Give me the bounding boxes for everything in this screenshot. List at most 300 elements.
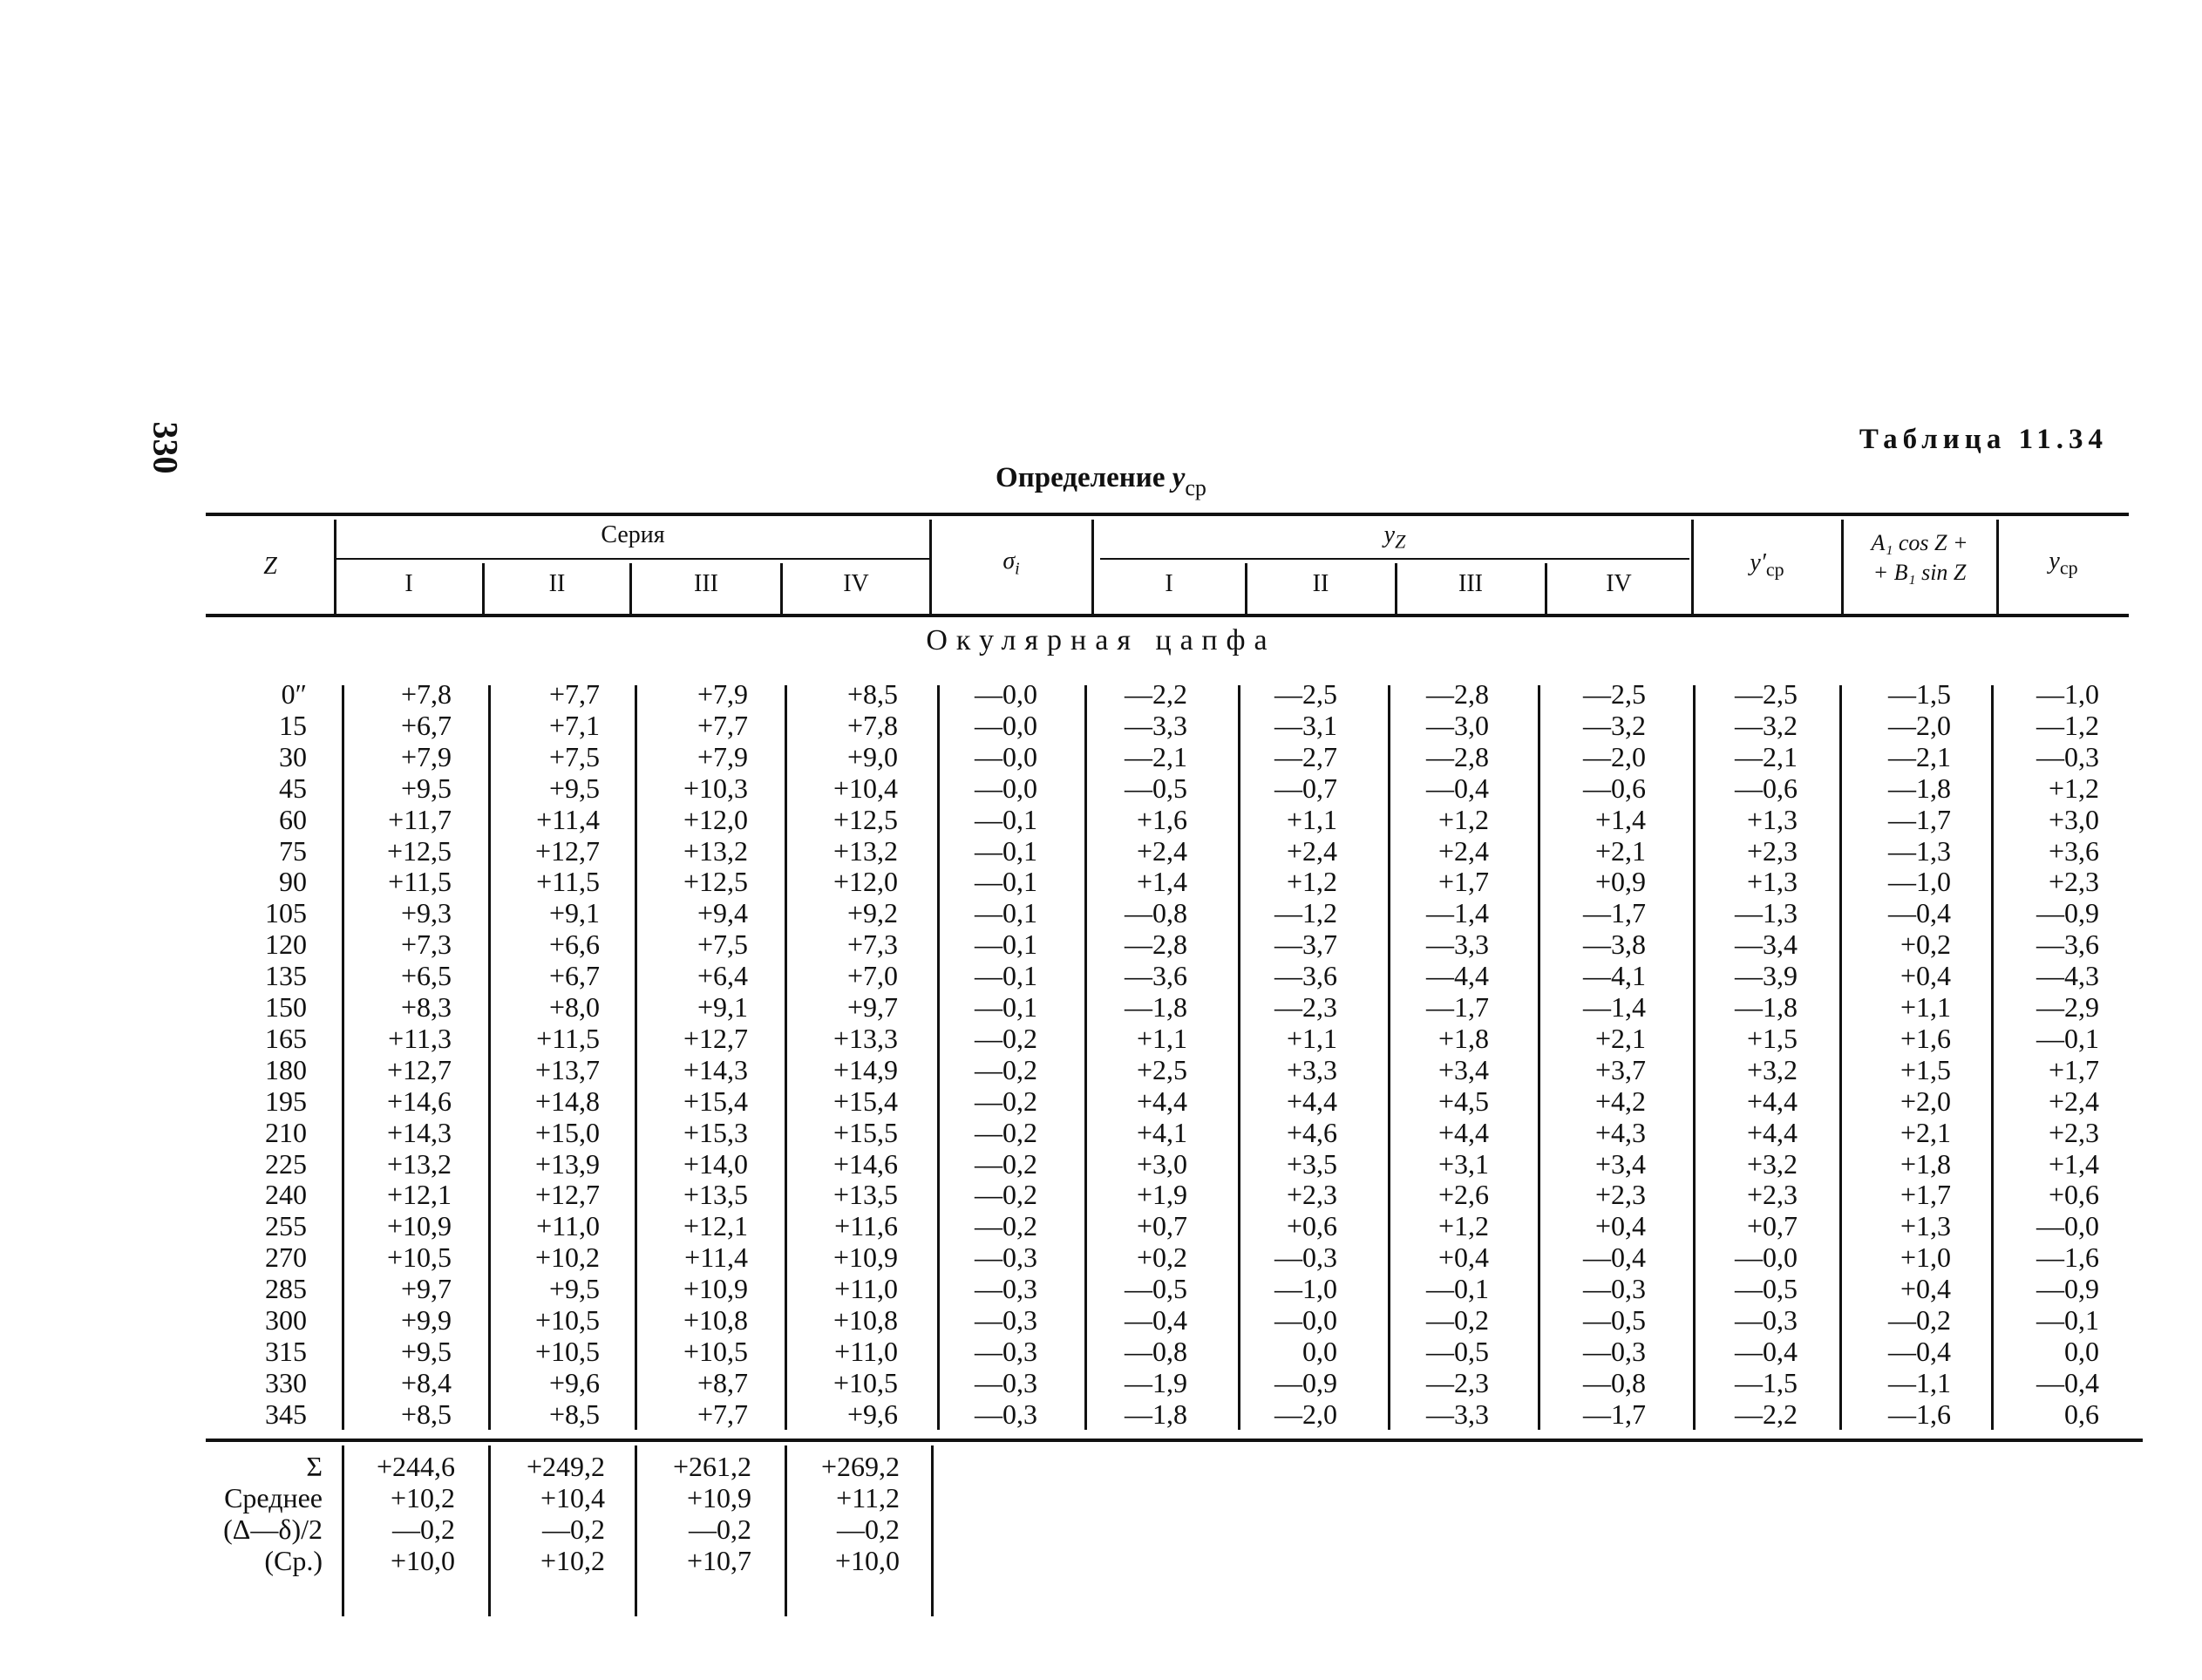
header-yz — [1100, 521, 1689, 554]
series-4-cell: +9,6 — [846, 1398, 898, 1430]
z-cell: 30 — [279, 740, 307, 772]
series-1-cell: +11,7 — [388, 803, 452, 835]
z-cell: 150 — [265, 991, 307, 1023]
series-1-cell: +12,5 — [386, 834, 452, 867]
yz-3-cell: +3,1 — [1437, 1147, 1489, 1180]
harmonic-cell: —2,0 — [1888, 709, 1951, 741]
yz-3-cell: —3,0 — [1426, 709, 1489, 741]
harmonic-cell: —1,5 — [1888, 678, 1951, 710]
harmonic-cell: —1,3 — [1888, 834, 1951, 867]
yz-4-cell: +3,7 — [1594, 1053, 1646, 1085]
yz-2-cell: —3,1 — [1274, 709, 1337, 741]
table-row — [0, 897, 2202, 928]
table-row — [0, 1117, 2202, 1148]
ycp-cell: —0,0 — [2036, 1210, 2099, 1242]
ycp-prime-cell: +1,5 — [1746, 1022, 1798, 1054]
yz-1-cell: —0,8 — [1125, 1335, 1187, 1367]
yz-2-cell: +1,1 — [1286, 1022, 1337, 1054]
harmonic-cell: +0,2 — [1900, 928, 1951, 961]
header-bottom-rule — [206, 614, 2129, 617]
column-divider — [1693, 685, 1696, 1430]
header-yz-4: IV — [1606, 570, 1632, 597]
yz-3-cell: +4,5 — [1437, 1085, 1489, 1117]
summary-column-divider — [342, 1445, 344, 1616]
z-cell: 120 — [265, 928, 307, 961]
summary-series-2-cell: —0,2 — [542, 1513, 605, 1545]
ycp-cell: —3,6 — [2036, 928, 2099, 961]
ycp-prime-cell: —0,6 — [1735, 772, 1798, 804]
ycp-cell: +3,0 — [2048, 803, 2099, 835]
series-3-cell: +10,3 — [683, 772, 748, 804]
harmonic-cell: +1,0 — [1900, 1241, 1951, 1274]
harmonic-cell: +1,3 — [1900, 1210, 1951, 1242]
yz-4-cell: +2,1 — [1594, 1022, 1646, 1054]
column-divider — [1388, 685, 1390, 1430]
series-4-cell: +7,8 — [846, 709, 898, 741]
yz-1-cell: —0,5 — [1125, 1273, 1187, 1305]
summary-series-1-cell: +244,6 — [376, 1451, 455, 1482]
yz-1-cell: +4,1 — [1136, 1116, 1187, 1148]
header-yz-3: III — [1458, 570, 1483, 597]
yz-2-cell: +3,3 — [1286, 1053, 1337, 1085]
series-3-cell: +7,9 — [697, 740, 748, 772]
series-3-cell: +9,4 — [697, 897, 748, 929]
series-3-cell: +9,1 — [697, 991, 748, 1023]
yz-2-cell: —2,5 — [1274, 678, 1337, 710]
yz-4-cell: —3,2 — [1583, 709, 1646, 741]
yz-2-cell: 0,0 — [1302, 1335, 1337, 1367]
yz-3-cell: +2,6 — [1437, 1179, 1489, 1211]
yz-2-cell: +2,4 — [1286, 834, 1337, 867]
ycp-cell: +1,4 — [2048, 1147, 2099, 1180]
table-row — [0, 1273, 2202, 1304]
column-divider — [937, 685, 940, 1430]
series-2-cell: +11,5 — [536, 866, 600, 898]
ycp-prime-cell: +1,3 — [1746, 866, 1798, 898]
series-2-cell: +7,7 — [548, 678, 600, 710]
series-2-cell: +13,7 — [534, 1053, 600, 1085]
z-cell: 195 — [265, 1085, 307, 1117]
yz-2-cell: +1,2 — [1286, 866, 1337, 898]
yz-3-cell: —2,3 — [1426, 1366, 1489, 1398]
table-row — [0, 1241, 2202, 1273]
z-cell: 345 — [265, 1398, 307, 1430]
table-row — [0, 1148, 2202, 1180]
series-1-cell: +9,3 — [400, 897, 452, 929]
series-3-cell: +13,2 — [683, 834, 748, 867]
ycp-cell: —1,2 — [2036, 709, 2099, 741]
header-z: Z — [263, 553, 277, 580]
series-3-cell: +7,5 — [697, 928, 748, 961]
sigma-cell: —0,2 — [975, 1147, 1037, 1180]
series-3-cell: +10,5 — [683, 1335, 748, 1367]
series-4-cell: +10,5 — [833, 1366, 898, 1398]
series-3-cell: +12,0 — [683, 803, 748, 835]
ycp-prime-cell: —1,8 — [1735, 991, 1798, 1023]
z-cell: 300 — [265, 1304, 307, 1336]
series-1-cell: +10,9 — [386, 1210, 452, 1242]
ycp-prime-cell: +2,3 — [1746, 834, 1798, 867]
series-1-cell: +13,2 — [386, 1147, 452, 1180]
yz-3-cell: —3,3 — [1426, 928, 1489, 961]
series-subheader-rule — [336, 558, 930, 560]
harmonic-cell: —1,1 — [1888, 1366, 1951, 1398]
table-title-symbol: y — [1172, 462, 1186, 493]
yz-1-cell: —1,8 — [1125, 991, 1187, 1023]
yz-1-cell: —3,6 — [1125, 960, 1187, 992]
yz-1-cell: —0,5 — [1125, 772, 1187, 804]
ycp-cell: —0,1 — [2036, 1022, 2099, 1054]
summary-series-4-cell: +269,2 — [820, 1451, 900, 1482]
harmonic-cell: —1,0 — [1888, 866, 1951, 898]
header-ycp-subscript: ср — [2059, 556, 2078, 579]
series-1-cell: +6,7 — [400, 709, 452, 741]
ycp-prime-cell: +4,4 — [1746, 1085, 1798, 1117]
ycp-cell: —0,1 — [2036, 1304, 2099, 1336]
series-4-cell: +7,3 — [846, 928, 898, 961]
z-cell: 270 — [265, 1241, 307, 1274]
ycp-prime-cell: —0,4 — [1735, 1335, 1798, 1367]
table-row — [0, 1023, 2202, 1054]
series-2-cell: +12,7 — [534, 834, 600, 867]
header-series-3: III — [694, 570, 718, 597]
summary-series-3-cell: +261,2 — [672, 1451, 751, 1482]
yz-1-cell: +1,1 — [1136, 1022, 1187, 1054]
sigma-cell: —0,3 — [975, 1335, 1037, 1367]
table-row — [0, 960, 2202, 991]
yz-2-cell: +4,6 — [1286, 1116, 1337, 1148]
column-divider — [1238, 685, 1240, 1430]
series-2-cell: +9,5 — [548, 1273, 600, 1305]
series-2-cell: +10,5 — [534, 1304, 600, 1336]
yz-1-cell: —2,8 — [1125, 928, 1187, 961]
yz-3-cell: —0,5 — [1426, 1335, 1489, 1367]
yz-2-cell: —3,6 — [1274, 960, 1337, 992]
series-1-cell: +12,7 — [386, 1053, 452, 1085]
header-sigma — [931, 548, 1091, 580]
ycp-prime-cell: —0,3 — [1735, 1304, 1798, 1336]
z-cell: 60 — [279, 803, 307, 835]
yz-2-cell: —0,0 — [1274, 1304, 1337, 1336]
yz-3-cell: +1,7 — [1437, 866, 1489, 898]
series-2-cell: +12,7 — [534, 1179, 600, 1211]
ycp-prime-cell: +0,7 — [1746, 1210, 1798, 1242]
yz-3-cell: —0,4 — [1426, 772, 1489, 804]
ycp-prime-cell: —0,0 — [1735, 1241, 1798, 1274]
header-ycp-prime-symbol: y′ — [1750, 549, 1766, 576]
column-divider — [1538, 685, 1540, 1430]
yz-4-cell: +0,9 — [1594, 866, 1646, 898]
table-title-subscript: ср — [1185, 475, 1206, 500]
series-1-cell: +12,1 — [386, 1179, 452, 1211]
header-yz-2: II — [1312, 570, 1329, 597]
yz-2-cell: —1,0 — [1274, 1273, 1337, 1305]
yz-4-cell: +4,2 — [1594, 1085, 1646, 1117]
series-4-cell: +10,9 — [833, 1241, 898, 1274]
series-4-cell: +11,0 — [834, 1273, 898, 1305]
header-harmonic-line2: + B₁ sin Z — [1872, 560, 1967, 585]
header-sigma-subscript: i — [1015, 559, 1020, 579]
series-2-cell: +9,6 — [548, 1366, 600, 1398]
z-cell: 240 — [265, 1179, 307, 1211]
series-3-cell: +7,7 — [697, 1398, 748, 1430]
table-row — [0, 1085, 2202, 1117]
harmonic-cell: +0,4 — [1900, 960, 1951, 992]
series-3-cell: +7,7 — [697, 709, 748, 741]
ycp-cell: —1,6 — [2036, 1241, 2099, 1274]
yz-3-cell: —0,2 — [1426, 1304, 1489, 1336]
ycp-prime-cell: —2,5 — [1735, 678, 1798, 710]
series-4-cell: +12,5 — [833, 803, 898, 835]
harmonic-cell: +1,5 — [1900, 1053, 1951, 1085]
header-yz-subscript: Z — [1395, 530, 1406, 553]
yz-1-cell: +1,6 — [1136, 803, 1187, 835]
summary-column-divider — [635, 1445, 637, 1616]
yz-1-cell: +1,9 — [1136, 1179, 1187, 1211]
series-3-cell: +15,4 — [683, 1085, 748, 1117]
series-4-cell: +7,0 — [846, 960, 898, 992]
harmonic-cell: —1,6 — [1888, 1398, 1951, 1430]
header-divider — [1091, 520, 1094, 614]
series-1-cell: +8,3 — [400, 991, 452, 1023]
series-1-cell: +11,5 — [388, 866, 452, 898]
z-cell: 225 — [265, 1147, 307, 1180]
header-ycp-symbol: y — [2049, 548, 2060, 575]
z-cell: 45 — [279, 772, 307, 804]
ycp-prime-cell: +4,4 — [1746, 1116, 1798, 1148]
series-3-cell: +12,5 — [683, 866, 748, 898]
header-series-4: IV — [843, 570, 869, 597]
table-row — [0, 835, 2202, 867]
series-3-cell: +8,7 — [697, 1366, 748, 1398]
series-1-cell: +9,5 — [400, 1335, 452, 1367]
table-title — [0, 462, 2202, 501]
series-4-cell: +15,4 — [833, 1085, 898, 1117]
header-ycp-prime — [1693, 549, 1841, 582]
ycp-prime-cell: —2,1 — [1735, 740, 1798, 772]
series-2-cell: +11,0 — [536, 1210, 600, 1242]
series-3-cell: +12,1 — [683, 1210, 748, 1242]
z-cell: 15 — [279, 709, 307, 741]
sigma-cell: —0,1 — [975, 928, 1037, 961]
series-2-cell: +7,1 — [548, 709, 600, 741]
sigma-cell: —0,1 — [975, 991, 1037, 1023]
series-2-cell: +8,0 — [548, 991, 600, 1023]
series-3-cell: +15,3 — [683, 1116, 748, 1148]
series-2-cell: +11,4 — [536, 803, 600, 835]
harmonic-cell: —0,4 — [1888, 1335, 1951, 1367]
table-row — [0, 1367, 2202, 1398]
z-cell: 165 — [265, 1022, 307, 1054]
ycp-prime-cell: +3,2 — [1746, 1147, 1798, 1180]
z-cell: 315 — [265, 1335, 307, 1367]
table-row — [0, 1210, 2202, 1241]
sigma-cell: —0,2 — [975, 1053, 1037, 1085]
yz-4-cell: +4,3 — [1594, 1116, 1646, 1148]
table-row — [0, 710, 2202, 741]
header-top-rule — [206, 513, 2129, 516]
yz-3-cell: —1,7 — [1426, 991, 1489, 1023]
table-row — [0, 928, 2202, 960]
sigma-cell: —0,1 — [975, 960, 1037, 992]
summary-series-2-cell: +10,2 — [540, 1545, 605, 1576]
harmonic-cell: —0,2 — [1888, 1304, 1951, 1336]
yz-3-cell: +2,4 — [1437, 834, 1489, 867]
header-yz-symbol: y — [1383, 521, 1396, 548]
z-cell: 135 — [265, 960, 307, 992]
yz-2-cell: +2,3 — [1286, 1179, 1337, 1211]
yz-1-cell: +0,7 — [1136, 1210, 1187, 1242]
table-row — [0, 741, 2202, 772]
sigma-cell: —0,3 — [975, 1304, 1037, 1336]
ycp-cell: —2,9 — [2036, 991, 2099, 1023]
column-divider — [1991, 685, 1994, 1430]
table-row — [0, 678, 2202, 710]
yz-3-cell: +0,4 — [1437, 1241, 1489, 1274]
table-label: Таблица 11.34 — [1859, 424, 2108, 455]
header-sigma-symbol: σ — [1002, 548, 1016, 575]
yz-1-cell: —2,1 — [1125, 740, 1187, 772]
sigma-cell: —0,1 — [975, 834, 1037, 867]
ycp-cell: —0,9 — [2036, 897, 2099, 929]
column-divider — [785, 685, 787, 1430]
yz-1-cell: +2,4 — [1136, 834, 1187, 867]
summary-series-4-cell: +10,0 — [834, 1545, 900, 1576]
yz-4-cell: +2,1 — [1594, 834, 1646, 867]
series-4-cell: +9,2 — [846, 897, 898, 929]
series-3-cell: +14,0 — [683, 1147, 748, 1180]
series-4-cell: +9,7 — [846, 991, 898, 1023]
sigma-cell: —0,1 — [975, 897, 1037, 929]
yz-4-cell: —2,5 — [1583, 678, 1646, 710]
sigma-cell: —0,0 — [975, 709, 1037, 741]
yz-1-cell: —1,9 — [1125, 1366, 1187, 1398]
sigma-cell: —0,3 — [975, 1398, 1037, 1430]
series-3-cell: +6,4 — [697, 960, 748, 992]
ycp-prime-cell: —1,5 — [1735, 1366, 1798, 1398]
summary-series-2-cell: +10,4 — [540, 1482, 605, 1513]
ycp-prime-cell: —3,9 — [1735, 960, 1798, 992]
series-1-cell: +9,5 — [400, 772, 452, 804]
header-series-2: II — [548, 570, 566, 597]
yz-3-cell: —2,8 — [1426, 678, 1489, 710]
series-4-cell: +13,5 — [833, 1179, 898, 1211]
yz-4-cell: —1,7 — [1583, 1398, 1646, 1430]
sigma-cell: —0,2 — [975, 1116, 1037, 1148]
series-4-cell: +13,2 — [833, 834, 898, 867]
yz-4-cell: —2,0 — [1583, 740, 1646, 772]
harmonic-cell: +1,1 — [1900, 991, 1951, 1023]
yz-4-cell: —0,3 — [1583, 1335, 1646, 1367]
z-cell: 105 — [265, 897, 307, 929]
sigma-cell: —0,0 — [975, 678, 1037, 710]
series-3-cell: +10,8 — [683, 1304, 748, 1336]
ycp-cell: +1,2 — [2048, 772, 2099, 804]
z-cell: 285 — [265, 1273, 307, 1305]
yz-1-cell: +0,2 — [1136, 1241, 1187, 1274]
yz-1-cell: —0,8 — [1125, 897, 1187, 929]
ycp-prime-cell: —3,4 — [1735, 928, 1798, 961]
page-number: 330 — [146, 421, 186, 474]
sigma-cell: —0,2 — [975, 1022, 1037, 1054]
series-3-cell: +12,7 — [683, 1022, 748, 1054]
harmonic-cell: —1,7 — [1888, 803, 1951, 835]
ycp-cell: +1,7 — [2048, 1053, 2099, 1085]
yz-3-cell: —4,4 — [1426, 960, 1489, 992]
ycp-cell: +2,4 — [2048, 1085, 2099, 1117]
summary-column-divider — [488, 1445, 491, 1616]
yz-subheader-rule — [1100, 558, 1689, 560]
yz-1-cell: +4,4 — [1136, 1085, 1187, 1117]
harmonic-cell: —2,1 — [1888, 740, 1951, 772]
harmonic-cell: —0,4 — [1888, 897, 1951, 929]
series-3-cell: +11,4 — [684, 1241, 748, 1274]
header-harmonic-line1: A₁ cos Z + — [1871, 530, 1968, 555]
series-1-cell: +14,6 — [386, 1085, 452, 1117]
yz-3-cell: —1,4 — [1426, 897, 1489, 929]
ycp-cell: +2,3 — [2048, 1116, 2099, 1148]
series-4-cell: +13,3 — [833, 1022, 898, 1054]
ycp-prime-cell: +2,3 — [1746, 1179, 1798, 1211]
yz-4-cell: —4,1 — [1583, 960, 1646, 992]
yz-2-cell: —0,9 — [1274, 1366, 1337, 1398]
series-1-cell: +10,5 — [386, 1241, 452, 1274]
yz-3-cell: +3,4 — [1437, 1053, 1489, 1085]
summary-column-divider — [931, 1445, 934, 1616]
yz-4-cell: +3,4 — [1594, 1147, 1646, 1180]
yz-1-cell: —1,8 — [1125, 1398, 1187, 1430]
yz-3-cell: —2,8 — [1426, 740, 1489, 772]
table-row — [0, 991, 2202, 1023]
series-1-cell: +7,9 — [400, 740, 452, 772]
series-3-cell: +10,9 — [683, 1273, 748, 1305]
sigma-cell: —0,0 — [975, 772, 1037, 804]
yz-4-cell: —0,8 — [1583, 1366, 1646, 1398]
series-2-cell: +10,5 — [534, 1335, 600, 1367]
ycp-cell: —0,3 — [2036, 740, 2099, 772]
yz-4-cell: —3,8 — [1583, 928, 1646, 961]
z-cell: 75 — [279, 834, 307, 867]
yz-3-cell: +1,2 — [1437, 1210, 1489, 1242]
summary-top-rule — [206, 1439, 2143, 1442]
yz-3-cell: +1,2 — [1437, 803, 1489, 835]
harmonic-cell: +0,4 — [1900, 1273, 1951, 1305]
ycp-prime-cell: —2,2 — [1735, 1398, 1798, 1430]
yz-4-cell: +2,3 — [1594, 1179, 1646, 1211]
sigma-cell: —0,2 — [975, 1210, 1037, 1242]
series-2-cell: +14,8 — [534, 1085, 600, 1117]
series-4-cell: +10,8 — [833, 1304, 898, 1336]
ycp-prime-cell: +1,3 — [1746, 803, 1798, 835]
harmonic-cell: +2,0 — [1900, 1085, 1951, 1117]
summary-series-1-cell: +10,0 — [390, 1545, 455, 1576]
ycp-cell: +3,6 — [2048, 834, 2099, 867]
series-1-cell: +8,4 — [400, 1366, 452, 1398]
series-2-cell: +10,2 — [534, 1241, 600, 1274]
yz-2-cell: —0,3 — [1274, 1241, 1337, 1274]
sigma-cell: —0,3 — [975, 1366, 1037, 1398]
yz-2-cell: —3,7 — [1274, 928, 1337, 961]
z-cell: 210 — [265, 1116, 307, 1148]
yz-2-cell: +1,1 — [1286, 803, 1337, 835]
sigma-cell: —0,1 — [975, 803, 1037, 835]
yz-3-cell: —0,1 — [1426, 1273, 1489, 1305]
series-1-cell: +6,5 — [400, 960, 452, 992]
z-cell: 0″ — [281, 678, 307, 710]
yz-2-cell: —2,0 — [1274, 1398, 1337, 1430]
table-row — [0, 1336, 2202, 1367]
series-1-cell: +7,3 — [400, 928, 452, 961]
